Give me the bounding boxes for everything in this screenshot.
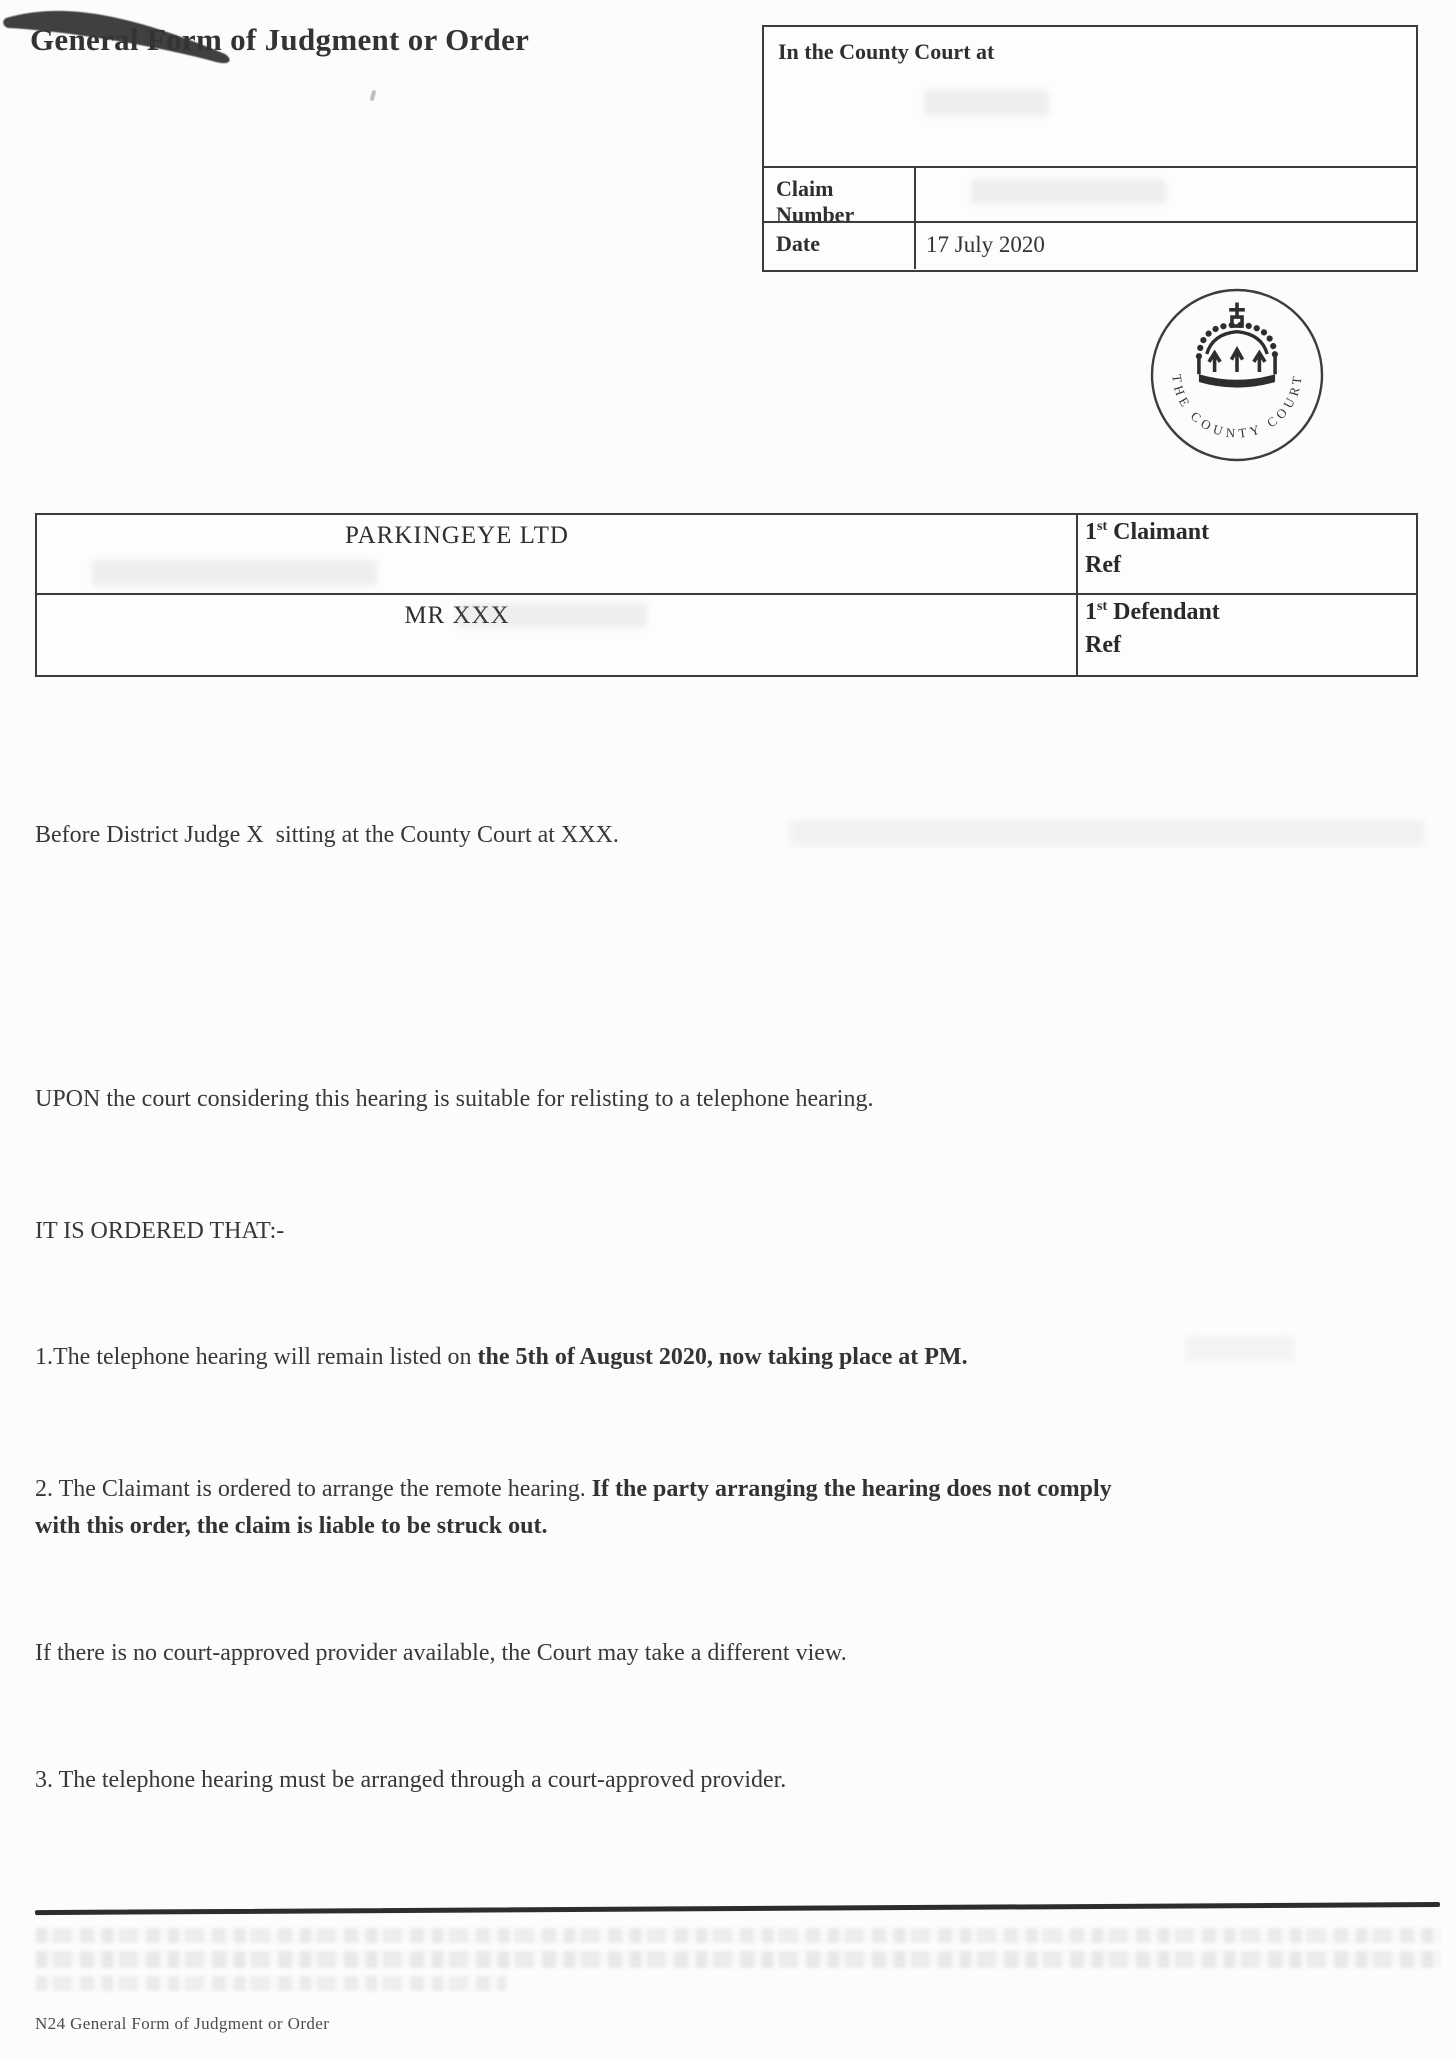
scan-speck bbox=[370, 90, 377, 102]
court-details-box bbox=[762, 25, 1418, 272]
county-court-seal bbox=[1149, 287, 1325, 463]
ghost-line bbox=[36, 1928, 1440, 1943]
parties-table bbox=[35, 513, 1418, 677]
claimant-role bbox=[1085, 516, 1416, 549]
defendant-role bbox=[1085, 596, 1416, 629]
order-1-bold: the 5th of August 2020, now taking place at PM. bbox=[477, 1344, 968, 1370]
page-title: General Form of Judgment or Order bbox=[30, 22, 530, 57]
seal-text: THE COUNTY COURT bbox=[1169, 371, 1305, 441]
role-number: 1 bbox=[1085, 599, 1097, 625]
claimant-name: PARKINGEYE LTD bbox=[345, 522, 569, 549]
claimant-row bbox=[37, 515, 1416, 593]
party-role-cell bbox=[1078, 515, 1416, 593]
role-name: Defendant bbox=[1113, 599, 1220, 625]
defendant-name: MR XXX bbox=[404, 602, 510, 629]
court-header-cell bbox=[764, 27, 1416, 168]
crown-icon bbox=[1199, 303, 1275, 388]
claimant-ref-label: Ref bbox=[1085, 552, 1121, 579]
claim-number-row bbox=[764, 168, 1416, 227]
form-number: N24 General Form of Judgment or Order bbox=[35, 2014, 330, 2033]
role-number: 1 bbox=[1085, 519, 1097, 545]
party-role-cell bbox=[1078, 595, 1416, 675]
ghost-line bbox=[36, 1951, 1440, 1968]
ghost-line bbox=[36, 1976, 506, 1991]
date-label: Date bbox=[764, 223, 916, 269]
date-row bbox=[764, 221, 1416, 269]
party-name-cell bbox=[37, 595, 1078, 675]
order-item-2: 2. The Claimant is ordered to arrange the remote hearing. If the party arranging the hearing does not comply with this order, the claim is liable to be struck out. bbox=[35, 1476, 1112, 1539]
claim-number-value bbox=[916, 168, 1416, 221]
claim-number-label: Claim Number bbox=[764, 168, 916, 221]
provider-note: If there is no court-approved provider available, the Court may take a different view. bbox=[35, 1640, 847, 1666]
upon-line: UPON the court considering this hearing is suitable for relisting to a telephone hearing. bbox=[35, 1086, 874, 1112]
redaction-smudge bbox=[1185, 1336, 1295, 1361]
order-item-3: 3. The telephone hearing must be arranged through a court-approved provider. bbox=[35, 1767, 787, 1793]
date-value: 17 July 2020 bbox=[926, 232, 1045, 257]
in-county-court-label: In the County Court at bbox=[778, 39, 995, 64]
redaction-smudge bbox=[971, 179, 1166, 204]
order-item-1: 1.The telephone hearing will remain listed on the 5th of August 2020, now taking place at PM. bbox=[35, 1344, 968, 1370]
before-judge-line: Before District Judge X sitting at the County Court at XXX. bbox=[35, 822, 619, 848]
redaction-smudge bbox=[790, 820, 1425, 846]
redaction-smudge bbox=[457, 603, 647, 628]
redaction-smudge bbox=[92, 560, 377, 586]
ordered-heading: IT IS ORDERED THAT:- bbox=[35, 1218, 285, 1244]
role-ordinal: st bbox=[1097, 599, 1108, 614]
horizontal-rule bbox=[35, 1902, 1440, 1915]
role-ordinal: st bbox=[1097, 519, 1108, 534]
order-2-bold: If the party arranging the hearing does not comply with this order, the claim is liable to be struck out. bbox=[35, 1476, 1112, 1539]
redaction-smudge bbox=[924, 90, 1049, 116]
role-name: Claimant bbox=[1113, 519, 1210, 545]
defendant-ref-label: Ref bbox=[1085, 632, 1121, 659]
defendant-row bbox=[37, 593, 1416, 675]
